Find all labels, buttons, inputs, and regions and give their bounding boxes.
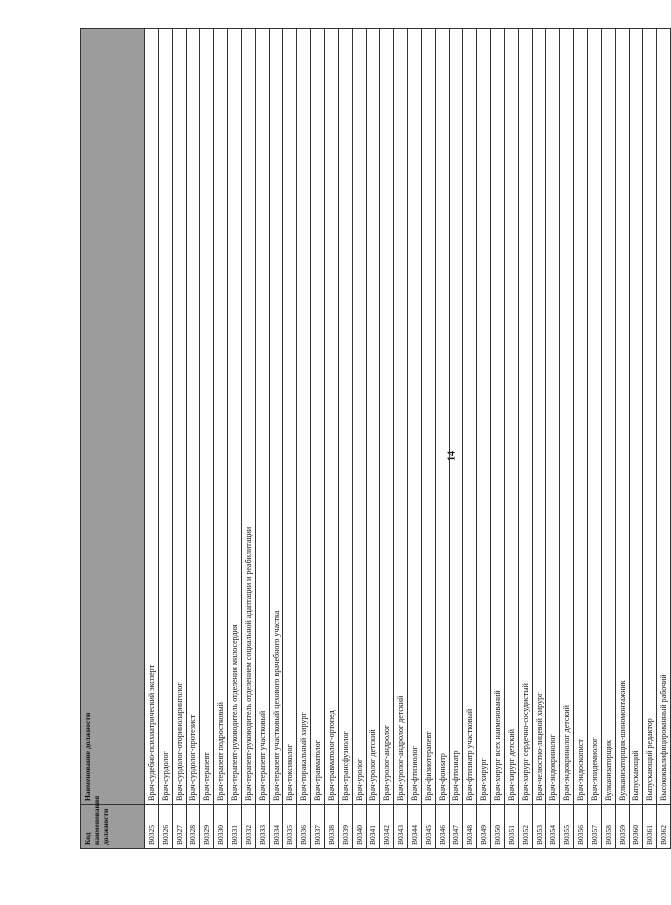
table-row xyxy=(366,29,380,849)
position-code: B0347 xyxy=(449,805,463,849)
position-code: B0328 xyxy=(186,805,200,849)
position-name: Врач-физиотерапевт xyxy=(421,29,435,805)
position-name: Врач-сурдолог-оториноларинголог xyxy=(172,29,186,805)
position-name: Врач-судебно-психиатрический эксперт xyxy=(145,29,159,805)
table-row xyxy=(186,29,200,849)
position-code: B0360 xyxy=(629,805,643,849)
table-row xyxy=(601,29,615,849)
table-row xyxy=(283,29,297,849)
position-code: B0338 xyxy=(324,805,338,849)
table-row xyxy=(615,29,629,849)
position-name: Врач-уролог-андролог xyxy=(380,29,394,805)
table-row xyxy=(477,29,491,849)
position-code: B0349 xyxy=(477,805,491,849)
position-name: Врач-фтизиатр участковый xyxy=(463,29,477,805)
header-code: Код наименования должности xyxy=(81,805,145,849)
table-row xyxy=(228,29,242,849)
position-code: B0345 xyxy=(421,805,435,849)
position-name: Врач-эпидемиолог xyxy=(588,29,602,805)
position-name: Врач-уролог детский xyxy=(366,29,380,805)
position-code: B0335 xyxy=(283,805,297,849)
table-row xyxy=(394,29,408,849)
position-code: B0350 xyxy=(491,805,505,849)
position-code: B0346 xyxy=(435,805,449,849)
table-row xyxy=(324,29,338,849)
position-code: B0362 xyxy=(657,805,671,849)
position-code: B0332 xyxy=(241,805,255,849)
table-row xyxy=(532,29,546,849)
position-code: B0337 xyxy=(311,805,325,849)
position-code: B0343 xyxy=(394,805,408,849)
position-name: Врач-травматолог-ортопед xyxy=(324,29,338,805)
position-name: Врач-уролог xyxy=(352,29,366,805)
table-row xyxy=(629,29,643,849)
position-name: Врач-токсиколог xyxy=(283,29,297,805)
table-row xyxy=(560,29,574,849)
position-name: Врач-эндоскопист xyxy=(574,29,588,805)
table-row xyxy=(172,29,186,849)
position-name: Врач-фониатр xyxy=(435,29,449,805)
positions-table xyxy=(80,28,671,849)
table-row xyxy=(588,29,602,849)
page-number: 14 xyxy=(446,451,458,461)
header-name: Наименование должности xyxy=(81,29,145,805)
table-row xyxy=(297,29,311,849)
table-row xyxy=(504,29,518,849)
position-code: B0333 xyxy=(255,805,269,849)
position-name: Врач-торакальный хирург xyxy=(297,29,311,805)
position-name: Врач-сурдолог-протезист xyxy=(186,29,200,805)
table-header-row xyxy=(81,29,145,849)
position-code: B0329 xyxy=(200,805,214,849)
position-code: B0357 xyxy=(588,805,602,849)
position-code: B0351 xyxy=(504,805,518,849)
position-name: Вулканизаторщик-шиномонтажник xyxy=(615,29,629,805)
position-code: B0327 xyxy=(172,805,186,849)
table-row xyxy=(435,29,449,849)
table-row xyxy=(408,29,422,849)
position-name: Врач-трансфузиолог xyxy=(338,29,352,805)
position-code: B0359 xyxy=(615,805,629,849)
table-row xyxy=(518,29,532,849)
position-code: B0330 xyxy=(214,805,228,849)
position-code: B0331 xyxy=(228,805,242,849)
position-code: B0353 xyxy=(532,805,546,849)
position-name: Врач-хирург всех наименований xyxy=(491,29,505,805)
position-code: B0354 xyxy=(546,805,560,849)
position-name: Врач-хирург xyxy=(477,29,491,805)
position-code: B0356 xyxy=(574,805,588,849)
table-row xyxy=(255,29,269,849)
position-name: Врач-терапевт xyxy=(200,29,214,805)
table-row xyxy=(200,29,214,849)
table-row xyxy=(491,29,505,849)
table-row xyxy=(241,29,255,849)
position-code: B0339 xyxy=(338,805,352,849)
position-name: Выпускающий редактор xyxy=(643,29,657,805)
position-name: Выпускающий xyxy=(629,29,643,805)
position-name: Врач-эндокринолог xyxy=(546,29,560,805)
table-row xyxy=(574,29,588,849)
positions-table-container xyxy=(80,29,669,849)
table-row xyxy=(145,29,159,849)
position-code: B0344 xyxy=(408,805,422,849)
position-code: B0341 xyxy=(366,805,380,849)
table-body xyxy=(145,29,671,849)
table-row xyxy=(546,29,560,849)
position-name: Врач-эндокринолог детский xyxy=(560,29,574,805)
position-code: B0326 xyxy=(158,805,172,849)
position-name: Врач-фтизиолог xyxy=(408,29,422,805)
table-row xyxy=(643,29,657,849)
position-name: Врач-сурдолог xyxy=(158,29,172,805)
position-name: Врач-челюстно-лицевой хирург xyxy=(532,29,546,805)
table-row xyxy=(421,29,435,849)
position-name: Врач-терапевт участковый цехового врачебного участка xyxy=(269,29,283,805)
position-code: B0342 xyxy=(380,805,394,849)
table-row xyxy=(214,29,228,849)
position-name: Врач-хирург детский xyxy=(504,29,518,805)
position-code: B0334 xyxy=(269,805,283,849)
position-code: B0336 xyxy=(297,805,311,849)
table-row xyxy=(352,29,366,849)
table-row xyxy=(449,29,463,849)
position-code: B0340 xyxy=(352,805,366,849)
position-name: Врач-терапевт-руководитель отделением социальной адаптации и реабилитации xyxy=(241,29,255,805)
position-name: Врач-терапевт-руководитель отделения милосердия xyxy=(228,29,242,805)
position-code: B0325 xyxy=(145,805,159,849)
position-name: Вулканизаторщик xyxy=(601,29,615,805)
position-name: Врач-травматолог xyxy=(311,29,325,805)
table-row xyxy=(657,29,671,849)
position-name: Врач-терапевт подростковый xyxy=(214,29,228,805)
table-row xyxy=(338,29,352,849)
position-name: Высококвалифицированный рабочий xyxy=(657,29,671,805)
position-name: Врач-уролог-андролог детский xyxy=(394,29,408,805)
table-row xyxy=(269,29,283,849)
position-code: B0348 xyxy=(463,805,477,849)
position-name: Врач-терапевт участковый xyxy=(255,29,269,805)
position-name: Врач-хирург сердечно-сосудистый xyxy=(518,29,532,805)
position-code: B0361 xyxy=(643,805,657,849)
table-row xyxy=(158,29,172,849)
position-code: B0355 xyxy=(560,805,574,849)
table-row xyxy=(380,29,394,849)
table-row xyxy=(463,29,477,849)
position-code: B0352 xyxy=(518,805,532,849)
position-code: B0358 xyxy=(601,805,615,849)
position-name: Врач-фтизиатр xyxy=(449,29,463,805)
table-row xyxy=(311,29,325,849)
